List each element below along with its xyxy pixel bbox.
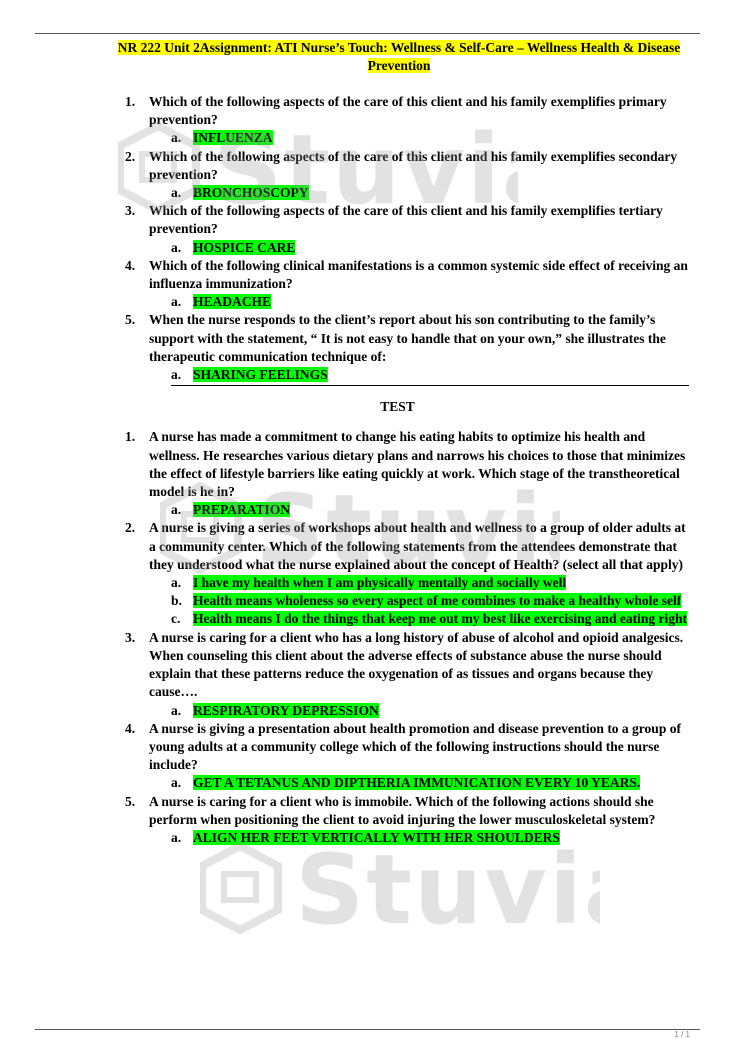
question-text: A nurse is caring for a client who has a long history of abuse of alcohol and opioid analgesics. When counseling this client about the adverse effects of substance abuse the nurse should explain that these patterns reduce the oxygenation of as tissues and organs because they cause…. xyxy=(149,629,684,700)
question xyxy=(125,202,690,238)
answer xyxy=(125,239,690,257)
question-number: 3. xyxy=(125,203,136,219)
answer-letter: a. xyxy=(171,185,182,201)
answer-text: Health means I do the things that keep me out my best like exercising and eating right xyxy=(193,611,688,627)
test-questions xyxy=(125,428,690,847)
answer-letter: a. xyxy=(171,775,182,791)
question xyxy=(125,93,690,129)
question xyxy=(125,311,690,366)
answer-letter: a. xyxy=(171,130,182,146)
question xyxy=(125,629,690,702)
question xyxy=(125,519,690,574)
answer-text: GET A TETANUS AND DIPTHERIA IMMUNICATION EVERY 10 YEARS. xyxy=(193,775,641,791)
assignment-questions xyxy=(125,93,690,384)
question xyxy=(125,720,690,775)
document-body xyxy=(125,93,690,847)
question-text: A nurse is caring for a client who is immobile. Which of the following actions should she perform when positioning the client to avoid injuring the lower musculoskeletal system? xyxy=(149,793,656,827)
answer xyxy=(125,702,690,720)
watermark-text: Stuvi xyxy=(213,118,502,226)
answer-text: BRONCHOSCOPY xyxy=(193,185,309,201)
question-text: Which of the following aspects of the care of this client and his family exemplifies primary prevention? xyxy=(149,94,667,128)
answer-letter: a. xyxy=(171,502,182,518)
answer-letter: a. xyxy=(171,367,182,383)
question-number: 1. xyxy=(125,429,136,445)
answer xyxy=(125,293,690,311)
question-number: 3. xyxy=(125,629,136,645)
answer xyxy=(125,774,690,792)
answer xyxy=(125,366,690,384)
answer-letter: a. xyxy=(171,239,182,255)
answer xyxy=(125,574,690,592)
answer-text: HEADACHE xyxy=(193,294,272,310)
answer xyxy=(125,592,690,610)
answer-letter: c. xyxy=(171,611,181,627)
question-text: Which of the following aspects of the care of this client and his family exemplifies secondary prevention? xyxy=(149,148,678,182)
answer-text: INFLUENZA xyxy=(193,130,273,146)
document-title: NR 222 Unit 2Assignment: ATI Nurse’s Touch: Wellness & Self-Care – Wellness Health & Disease Prevention xyxy=(117,40,681,73)
question-text: Which of the following clinical manifestations is a common systemic side effect of receiving an influenza immunization? xyxy=(149,257,688,292)
watermark-icon xyxy=(200,838,600,948)
question-number: 4. xyxy=(125,720,136,736)
answer-letter: a. xyxy=(171,575,182,591)
answer-text: I have my health when I am physically mentally and socially well xyxy=(193,575,567,591)
answer-text: RESPIRATORY DEPRESSION xyxy=(193,702,379,718)
question-number: 2. xyxy=(125,520,136,536)
test-heading: TEST xyxy=(380,399,415,415)
answer-letter: a. xyxy=(171,702,182,718)
question-number: 5. xyxy=(125,312,136,328)
top-rule xyxy=(35,33,700,34)
question xyxy=(125,793,690,829)
watermark-text: Stuvi xyxy=(295,838,584,946)
answer xyxy=(125,829,690,847)
answer-letter: a. xyxy=(171,294,182,310)
answer-text: Health means wholeness so every aspect of me combines to make a healthy whole self xyxy=(193,593,682,609)
question xyxy=(125,257,690,293)
question-number: 1. xyxy=(125,94,136,109)
answer-text: PREPARATION xyxy=(193,502,290,518)
question-text: A nurse has made a commitment to change his eating habits to optimize his health and wellness. He researches various dietary plans and narrows his choices to those that minimizes the effect of lifestyle barriers like eating quickly at work. Which stage of the transtheoretical model is he in? xyxy=(149,429,686,500)
question-number: 4. xyxy=(125,257,136,273)
answer xyxy=(125,129,690,147)
answer xyxy=(125,184,690,202)
question-text: Which of the following aspects of the care of this client and his family exemplifies tertiary prevention? xyxy=(149,203,663,237)
page-marker: 1 / 1 xyxy=(674,1030,690,1039)
answer xyxy=(125,610,690,628)
question-text: A nurse is giving a presentation about health promotion and disease prevention to a group of young adults at a community college which of the following instructions should the nurse include? xyxy=(149,720,681,773)
question-text: When the nurse responds to the client’s report about his son contributing to the family’s support with the statement, “ It is not easy to handle that on your own,” she illustrates the therapeutic communication technique of: xyxy=(149,312,666,364)
question xyxy=(125,148,690,184)
question-number: 5. xyxy=(125,793,136,809)
section-divider xyxy=(171,385,689,386)
answer-letter: a. xyxy=(171,829,182,845)
answer xyxy=(125,501,690,519)
answer-text: SHARING FEELINGS xyxy=(193,367,328,383)
answer-text: ALIGN HER FEET VERTICALLY WITH HER SHOULDERS xyxy=(193,829,560,845)
answer-letter: b. xyxy=(171,593,182,609)
question-text: A nurse is giving a series of workshops about health and wellness to a group of older adults at a community center. Which of the following statements from the attendees demonstrate that they understood what the nurse explained about the concept of Health? (select all that apply) xyxy=(149,520,686,572)
answer-text: HOSPICE CARE xyxy=(193,239,296,255)
question xyxy=(125,428,690,501)
bottom-rule xyxy=(35,1029,700,1030)
watermark-text: Stuvi xyxy=(255,478,544,586)
question-number: 2. xyxy=(125,148,136,164)
watermark-logo-bottom xyxy=(200,838,600,953)
